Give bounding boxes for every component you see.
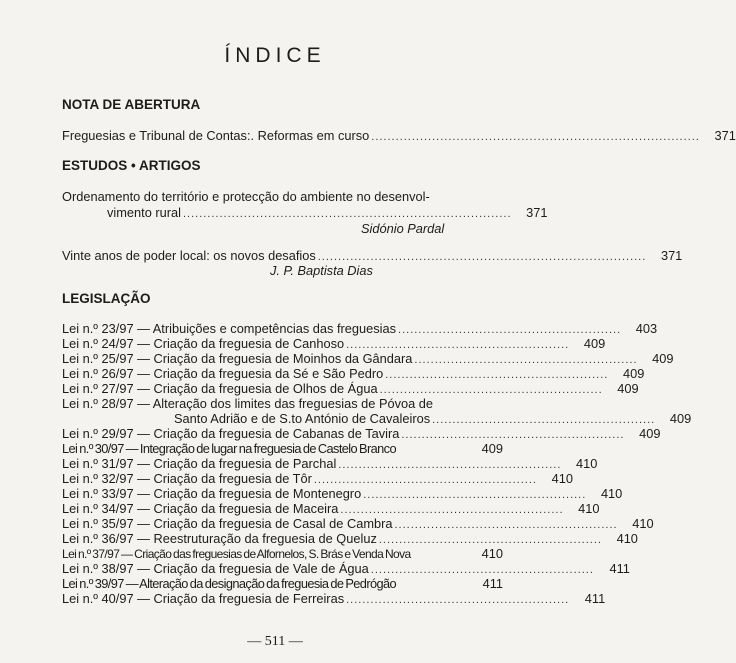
toc-entry [62, 128, 736, 145]
entry-text-line2: vimento rural [107, 205, 181, 220]
toc-entry: Lei n.º 33/97 — Criação da freguesia de Montenegro ....................................................... 410 [62, 486, 623, 501]
entry-page: 371 [714, 128, 736, 143]
page-title: ÍNDICE [224, 44, 326, 67]
entry-author: J. P. Baptista Dias [270, 263, 373, 278]
leader-dots: ....................................................... [394, 519, 618, 531]
leader-dots: ....................................................... [378, 534, 602, 546]
leader-dots: ....................................................... [313, 474, 537, 486]
leader-dots: ................................................................................. [182, 208, 512, 220]
toc-entry: Lei n.º 25/97 — Criação da freguesia de Moinhos da Gândara ....................................................... 409 [62, 351, 674, 366]
leader-dots: ....................................................... [363, 489, 587, 501]
bullet-separator: • [131, 158, 136, 173]
toc-entry: Lei n.º 30/97 — Integração de lugar na freguesia de Castelo Branco 409 [62, 441, 503, 456]
leader-dots: ....................................................... [414, 354, 638, 366]
toc-entry [107, 205, 548, 222]
entry-author: Sidónio Pardal [361, 221, 445, 236]
toc-entry: Lei n.º 29/97 — Criação da freguesia de Cabanas de Tavira ....................................................... 409 [62, 426, 661, 441]
leader-dots: ....................................................... [370, 564, 594, 576]
leader-dots: ....................................................... [432, 414, 656, 426]
toc-entry: Lei n.º 23/97 — Atribuições e competências das freguesias ....................................................... 403 [62, 321, 658, 336]
leader-dots: ................................................................................. [317, 251, 647, 263]
toc-entry: Lei n.º 38/97 — Criação da freguesia de Vale de Água ....................................................... 411 [62, 561, 630, 576]
leader-dots: ....................................................... [385, 369, 609, 381]
toc-entry: Lei n.º 31/97 — Criação da freguesia de Parchal ....................................................... 410 [62, 456, 598, 471]
toc-entry: Lei n.º 40/97 — Criação da freguesia de Ferreiras ....................................................... 411 [62, 591, 606, 606]
toc-entry: Santo Adrião e de S.to António de Cavaleiros ....................................................... 409 [174, 411, 692, 426]
entry-text: Freguesias e Tribunal de Contas:. Reformas em curso [62, 128, 370, 143]
toc-entry: Lei n.º 27/97 — Criação da freguesia de Olhos de Água ....................................................... 409 [62, 381, 639, 396]
section-heading-estudos: ESTUDOS • ARTIGOS [62, 158, 201, 173]
leader-dots: ....................................................... [338, 459, 562, 471]
entry-text: Vinte anos de poder local: os novos desafios [62, 248, 316, 263]
leader-dots: ....................................................... [398, 324, 622, 336]
entry-text-line1: Lei n.º 28/97 — Alteração dos limites das freguesias de Póvoa de [62, 396, 434, 411]
leader-dots: ....................................................... [401, 429, 625, 441]
leader-dots: ................................................................................. [371, 131, 700, 143]
entry-text-line1: Ordenamento do território e protecção do ambiente no desenvol- [62, 189, 430, 204]
section-heading-nota: NOTA DE ABERTURA [62, 97, 201, 112]
entry-page: 371 [660, 248, 683, 263]
leader-dots: ....................................................... [379, 384, 603, 396]
leader-dots: ....................................................... [346, 594, 570, 606]
leader-dots: ....................................................... [346, 339, 570, 351]
toc-entry: Lei n.º 36/97 — Reestruturação da freguesia de Queluz ....................................................... 410 [62, 531, 638, 546]
toc-entry: Lei n.º 34/97 — Criação da freguesia de Maceira ....................................................... 410 [62, 501, 600, 516]
section-heading-legislacao: LEGISLAÇÃO [62, 291, 151, 306]
toc-entry: Lei n.º 32/97 — Criação da freguesia de Tôr ....................................................... 410 [62, 471, 573, 486]
toc-entry: Lei n.º 24/97 — Criação da freguesia de Canhoso ....................................................... 409 [62, 336, 606, 351]
toc-entry: Lei n.º 37/97 — Criação das freguesias de Alfornelos, S. Brás e Venda Nova 410 [62, 546, 503, 561]
leader-dots: ....................................................... [340, 504, 564, 516]
toc-entry: Lei n.º 26/97 — Criação da freguesia da Sé e São Pedro ....................................................... 409 [62, 366, 645, 381]
entry-page: 371 [526, 205, 548, 220]
toc-entry: Lei n.º 35/97 — Criação da freguesia de Casal de Cambra ....................................................... 410 [62, 516, 654, 531]
page-number-footer: — 511 — [247, 634, 303, 649]
toc-entry: Lei n.º 39/97 — Alteração da designação da freguesia de Pedrógão 411 [62, 576, 503, 591]
